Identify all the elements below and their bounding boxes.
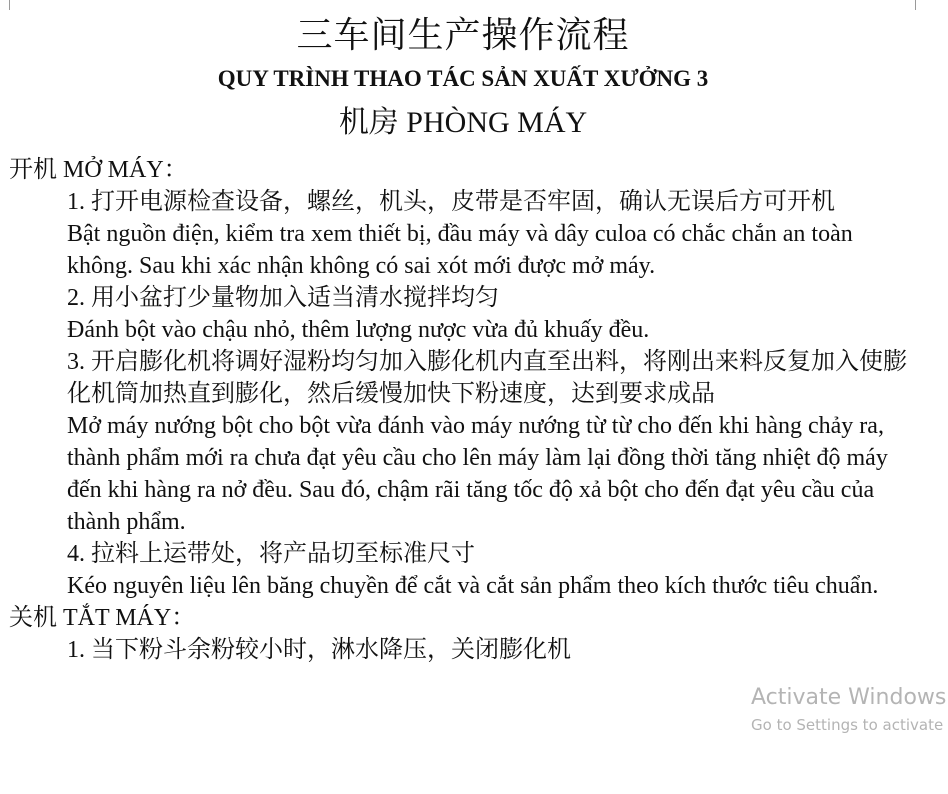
stop-step-1-chinese: 1. 当下粉斗余粉较小时，淋水降压，关闭膨化机	[67, 637, 571, 663]
step-4-vietnamese: Kéo nguyên liệu lên băng chuyền để cắt và cắt sản phẩm theo kích thước tiêu chuẩn.	[67, 573, 879, 599]
step-3-chinese: 3. 开启膨化机将调好湿粉均匀加入膨化机内直至出料，将刚出来料反复加入使膨化机筒加热直到膨化，然后缓慢加快下粉速度，达到要求成品	[67, 349, 907, 407]
watermark-line-2: Go to Settings to activate	[751, 716, 944, 734]
document-title-chinese: 三车间生产操作流程	[296, 15, 630, 56]
step-4-chinese: 4. 拉料上运带处，将产品切至标准尺寸	[67, 541, 475, 567]
step-3-vietnamese: Mở máy nướng bột cho bột vừa đánh vào máy nướng từ từ cho đến khi hàng chảy ra, thành phẩm mới ra chưa đạt yêu cầu cho lên máy làm lại đồng thời tăng nhiệt độ máy đến khi hàng ra nở đều. Sau đó, chậm rãi tăng tốc độ xả bột cho đến đạt yêu cầu của thành phẩm.	[67, 413, 888, 535]
step-1-chinese: 1. 打开电源检查设备，螺丝，机头，皮带是否牢固，确认无误后方可开机	[67, 189, 835, 215]
watermark-line-1: Activate Windows	[751, 685, 947, 710]
document-body	[9, 154, 921, 666]
page-corner-mark-right	[915, 0, 916, 10]
step-2-vietnamese: Đánh bột vào chậu nhỏ, thêm lượng nược vừa đủ khuấy đều.	[67, 317, 650, 343]
section-heading-stop: 关机 TẮT MÁY：	[9, 605, 196, 631]
document-subtitle: 机房 PHÒNG MÁY	[338, 106, 588, 139]
step-2-chinese: 2. 用小盆打少量物加入适当清水搅拌均匀	[67, 285, 499, 311]
document-title-vietnamese: QUY TRÌNH THAO TÁC SẢN XUẤT XƯỞNG 3	[217, 66, 709, 91]
windows-activation-watermark	[751, 684, 946, 736]
page-corner-mark-left	[9, 0, 10, 10]
section-heading-start: 开机 MỞ MÁY：	[9, 157, 188, 183]
step-1-vietnamese: Bật nguồn điện, kiểm tra xem thiết bị, đầu máy và dây culoa có chắc chắn an toàn không. Sau khi xác nhận không có sai xót mới được mở máy.	[67, 221, 853, 279]
